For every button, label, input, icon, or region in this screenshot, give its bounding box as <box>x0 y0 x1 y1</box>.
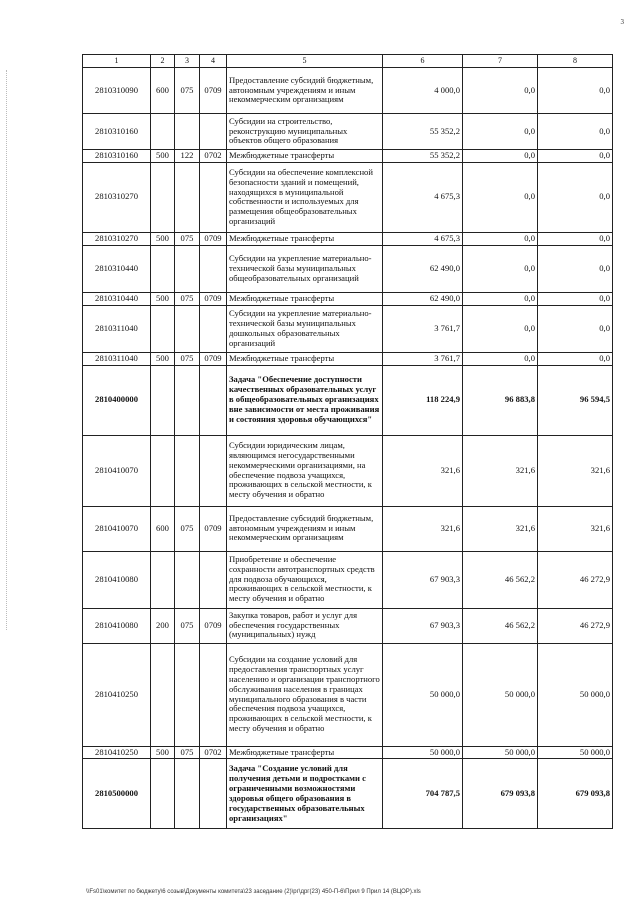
row-name: Закупка товаров, работ и услуг для обеспечения государственных (муниципальных) нужд <box>227 608 383 643</box>
row-value-8: 0,0 <box>538 232 613 245</box>
row-col4: 0702 <box>200 746 227 759</box>
row-col4 <box>200 551 227 608</box>
row-col3: 075 <box>175 232 200 245</box>
row-code: 2810310270 <box>83 162 151 232</box>
row-value-6: 4 000,0 <box>383 68 463 114</box>
row-col3 <box>175 114 200 150</box>
row-name: Предоставление субсидий бюджетным, автономным учреждениям и иным некоммерческим организациям <box>227 506 383 551</box>
table-header-row <box>83 55 613 68</box>
row-code: 2810410070 <box>83 435 151 506</box>
row-col2 <box>151 114 175 150</box>
row-col2: 500 <box>151 150 175 163</box>
row-value-7: 0,0 <box>463 68 538 114</box>
row-col4 <box>200 643 227 746</box>
row-value-8: 0,0 <box>538 150 613 163</box>
row-col3 <box>175 305 200 352</box>
row-value-6: 4 675,3 <box>383 232 463 245</box>
row-value-6: 118 224,9 <box>383 365 463 435</box>
row-value-8: 0,0 <box>538 292 613 305</box>
file-path-footer: \\Fs01\комитет по бюджету\6 созыв\Документы комитета\23 заседание (2)\рг\дрг(23) 450-П-6\Прил 9 Прил 14 (ВЦОР).xls <box>86 889 421 895</box>
row-value-7: 321,6 <box>463 506 538 551</box>
budget-table <box>82 54 613 829</box>
row-value-7: 321,6 <box>463 435 538 506</box>
row-value-8: 321,6 <box>538 506 613 551</box>
row-col3 <box>175 759 200 829</box>
row-value-6: 62 490,0 <box>383 245 463 292</box>
row-name: Межбюджетные трансферты <box>227 292 383 305</box>
row-col2 <box>151 435 175 506</box>
row-value-8: 50 000,0 <box>538 643 613 746</box>
table-row <box>83 68 613 114</box>
row-value-7: 0,0 <box>463 292 538 305</box>
row-col3 <box>175 245 200 292</box>
table-row <box>83 746 613 759</box>
row-name: Субсидии на укрепление материально-технической базы муниципальных дошкольных образовательных организаций <box>227 305 383 352</box>
row-code: 2810410250 <box>83 643 151 746</box>
row-value-7: 679 093,8 <box>463 759 538 829</box>
row-value-7: 0,0 <box>463 114 538 150</box>
row-code: 2810410080 <box>83 608 151 643</box>
row-col4: 0709 <box>200 506 227 551</box>
row-value-7: 50 000,0 <box>463 643 538 746</box>
row-value-8: 0,0 <box>538 68 613 114</box>
row-code: 2810310160 <box>83 150 151 163</box>
row-col4 <box>200 435 227 506</box>
row-code: 2810310440 <box>83 292 151 305</box>
row-value-7: 96 883,8 <box>463 365 538 435</box>
row-value-6: 67 903,3 <box>383 608 463 643</box>
header-col-6: 6 <box>383 55 463 68</box>
row-value-8: 50 000,0 <box>538 746 613 759</box>
row-code: 2810311040 <box>83 352 151 365</box>
row-code: 2810311040 <box>83 305 151 352</box>
table-row <box>83 150 613 163</box>
row-value-6: 50 000,0 <box>383 746 463 759</box>
row-value-6: 55 352,2 <box>383 114 463 150</box>
row-col3: 075 <box>175 292 200 305</box>
row-col4 <box>200 365 227 435</box>
row-value-8: 0,0 <box>538 352 613 365</box>
row-value-8: 96 594,5 <box>538 365 613 435</box>
header-col-4: 4 <box>200 55 227 68</box>
row-col3 <box>175 365 200 435</box>
task-row <box>83 759 613 829</box>
row-value-6: 3 761,7 <box>383 305 463 352</box>
row-col2 <box>151 759 175 829</box>
row-value-6: 321,6 <box>383 435 463 506</box>
table-row <box>83 608 613 643</box>
row-col3: 075 <box>175 608 200 643</box>
row-value-6: 50 000,0 <box>383 643 463 746</box>
row-col2: 600 <box>151 68 175 114</box>
row-col2 <box>151 365 175 435</box>
row-col3 <box>175 551 200 608</box>
row-code: 2810410070 <box>83 506 151 551</box>
row-col2 <box>151 643 175 746</box>
row-value-8: 46 272,9 <box>538 551 613 608</box>
row-value-6: 4 675,3 <box>383 162 463 232</box>
row-col4 <box>200 162 227 232</box>
row-value-8: 0,0 <box>538 305 613 352</box>
table-row <box>83 305 613 352</box>
row-col4 <box>200 245 227 292</box>
row-value-6: 62 490,0 <box>383 292 463 305</box>
row-name: Субсидии на укрепление материально-технической базы муниципальных общеобразовательных организаций <box>227 245 383 292</box>
row-col2: 500 <box>151 292 175 305</box>
table-row <box>83 245 613 292</box>
row-code: 2810310160 <box>83 114 151 150</box>
row-col4: 0709 <box>200 352 227 365</box>
row-value-8: 0,0 <box>538 245 613 292</box>
row-name: Задача "Обеспечение доступности качественных образовательных услуг в общеобразовательных организациях вне зависимости от места проживания и состояния здоровья обучающихся" <box>227 365 383 435</box>
row-code: 2810310090 <box>83 68 151 114</box>
row-col2: 500 <box>151 232 175 245</box>
row-name: Предоставление субсидий бюджетным, автономным учреждениям и иным некоммерческим организациям <box>227 68 383 114</box>
row-col2 <box>151 245 175 292</box>
row-value-7: 50 000,0 <box>463 746 538 759</box>
row-value-6: 55 352,2 <box>383 150 463 163</box>
table-body <box>83 68 613 829</box>
row-col4: 0709 <box>200 292 227 305</box>
row-name: Субсидии на строительство, реконструкцию муниципальных объектов общего образования <box>227 114 383 150</box>
row-code: 2810400000 <box>83 365 151 435</box>
row-col4 <box>200 114 227 150</box>
row-value-6: 704 787,5 <box>383 759 463 829</box>
row-col4: 0709 <box>200 608 227 643</box>
row-col2 <box>151 162 175 232</box>
row-col2: 200 <box>151 608 175 643</box>
row-value-7: 46 562,2 <box>463 608 538 643</box>
table-row <box>83 435 613 506</box>
header-col-1: 1 <box>83 55 151 68</box>
row-code: 2810410080 <box>83 551 151 608</box>
task-row <box>83 365 613 435</box>
row-col2 <box>151 551 175 608</box>
row-value-7: 0,0 <box>463 232 538 245</box>
row-name: Задача "Создание условий для получения детьми и подростками с ограниченными возможностями здоровья общего образования в государственных образовательных организациях" <box>227 759 383 829</box>
table-row <box>83 114 613 150</box>
row-col3: 075 <box>175 746 200 759</box>
row-col3 <box>175 435 200 506</box>
row-name: Субсидии на создание условий для предоставления транспортных услуг населению и организации транспортного обслуживания населения в границах муниципального образования в части обеспечения подвоза учащихся, проживающих в сельской местности, к месту обучения и обратно <box>227 643 383 746</box>
row-code: 2810310440 <box>83 245 151 292</box>
row-name: Межбюджетные трансферты <box>227 746 383 759</box>
row-col3 <box>175 162 200 232</box>
page-number: 3 <box>620 18 624 26</box>
row-name: Межбюджетные трансферты <box>227 150 383 163</box>
row-col3: 075 <box>175 506 200 551</box>
row-code: 2810310270 <box>83 232 151 245</box>
row-col3: 075 <box>175 68 200 114</box>
row-col4: 0702 <box>200 150 227 163</box>
row-col4: 0709 <box>200 232 227 245</box>
row-col3 <box>175 643 200 746</box>
row-col3: 075 <box>175 352 200 365</box>
row-name: Приобретение и обеспечение сохранности автотранспортных средств для подвоза обучающихся, проживающих в сельской местности, к месту обучения и обратно <box>227 551 383 608</box>
row-value-8: 321,6 <box>538 435 613 506</box>
row-value-6: 67 903,3 <box>383 551 463 608</box>
header-col-3: 3 <box>175 55 200 68</box>
row-value-7: 0,0 <box>463 150 538 163</box>
row-value-8: 0,0 <box>538 162 613 232</box>
row-col2: 500 <box>151 746 175 759</box>
row-name: Межбюджетные трансферты <box>227 352 383 365</box>
header-col-7: 7 <box>463 55 538 68</box>
table-row <box>83 643 613 746</box>
scan-margin-marks <box>6 70 11 630</box>
table-row <box>83 232 613 245</box>
table-row <box>83 551 613 608</box>
row-code: 2810500000 <box>83 759 151 829</box>
row-col4 <box>200 305 227 352</box>
row-col3: 122 <box>175 150 200 163</box>
row-col4: 0709 <box>200 68 227 114</box>
row-value-7: 0,0 <box>463 352 538 365</box>
row-value-6: 321,6 <box>383 506 463 551</box>
row-code: 2810410250 <box>83 746 151 759</box>
row-col2: 600 <box>151 506 175 551</box>
row-col2 <box>151 305 175 352</box>
table-row <box>83 352 613 365</box>
header-col-8: 8 <box>538 55 613 68</box>
row-value-7: 0,0 <box>463 162 538 232</box>
row-value-7: 46 562,2 <box>463 551 538 608</box>
row-name: Субсидии на обеспечение комплексной безопасности зданий и помещений, находящихся в муниципальной собственности и используемых для размещения общеобразовательных организаций <box>227 162 383 232</box>
row-value-6: 3 761,7 <box>383 352 463 365</box>
header-col-2: 2 <box>151 55 175 68</box>
row-value-8: 679 093,8 <box>538 759 613 829</box>
row-name: Субсидии юридическим лицам, являющимся негосударственными некоммерческими организациями, на обеспечение подвоза учащихся, проживающих в сельской местности, к месту обучения и обратно <box>227 435 383 506</box>
row-value-7: 0,0 <box>463 245 538 292</box>
header-col-5: 5 <box>227 55 383 68</box>
row-value-7: 0,0 <box>463 305 538 352</box>
table-row <box>83 162 613 232</box>
row-value-8: 0,0 <box>538 114 613 150</box>
row-name: Межбюджетные трансферты <box>227 232 383 245</box>
table-row <box>83 506 613 551</box>
table-row <box>83 292 613 305</box>
row-col2: 500 <box>151 352 175 365</box>
row-col4 <box>200 759 227 829</box>
row-value-8: 46 272,9 <box>538 608 613 643</box>
